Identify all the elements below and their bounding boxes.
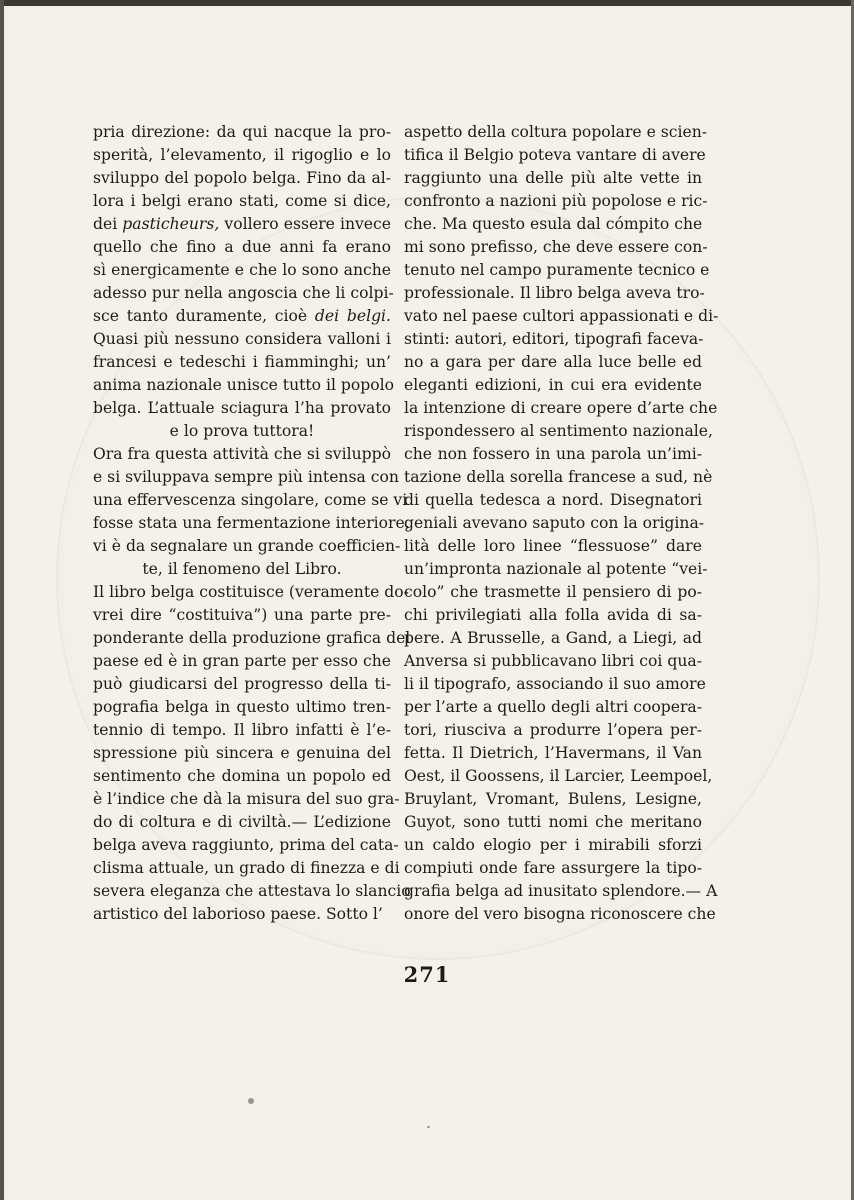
text-line: pografia belga in questo ultimo tren-	[93, 698, 391, 716]
text-line: clisma attuale, un grado di finezza e di	[93, 859, 400, 877]
text-line: professionale. Il libro belga aveva tro-	[404, 284, 705, 302]
text-line: artistico del laborioso paese. Sotto l’	[93, 905, 383, 923]
text-line: Ora fra questa attività che si sviluppò	[93, 445, 391, 463]
text-line: Anversa si pubblicavano libri coi qua-	[404, 652, 702, 670]
text-line: è l’indice che dà la misura del suo gra-	[93, 790, 400, 808]
text-line: lora i belgi erano stati, come si dice,	[93, 192, 391, 210]
text-line: sce tanto duramente, cioè dei belgi.	[93, 307, 391, 325]
text-line: raggiunto una delle più alte vette in	[404, 169, 702, 187]
left-text-column	[93, 121, 411, 926]
paper-speck	[248, 1098, 254, 1104]
text-line: per l’arte a quello degli altri coopera-	[404, 698, 702, 716]
text-line: stinti: autori, editori, tipografi faceva-	[404, 330, 704, 348]
text-line: paese ed è in gran parte per esso che	[93, 652, 391, 670]
text-line: Oest, il Goossens, il Larcier, Leempoel,	[404, 767, 713, 785]
text-line: mi sono prefisso, che deve essere con-	[404, 238, 708, 256]
text-line: aspetto della coltura popolare e scien-	[404, 123, 708, 141]
text-line: e si sviluppava sempre più intensa con	[93, 468, 399, 486]
text-line: compiuti onde fare assurgere la tipo-	[404, 859, 702, 877]
text-line: li il tipografo, associando il suo amore	[404, 675, 706, 693]
text-line: tori, riusciva a produrre l’opera per-	[404, 721, 702, 739]
text-line: sperità, l’elevamento, il rigoglio e lo	[93, 146, 391, 164]
text-line: vato nel paese cultori appassionati e di-	[404, 307, 719, 325]
text-line: di quella tedesca a nord. Disegnatori	[404, 491, 702, 509]
text-line: spressione più sincera e genuina del	[93, 744, 391, 762]
text-line: quello che fino a due anni fa erano	[93, 238, 391, 256]
text-line: ponderante della produzione grafica del	[93, 629, 411, 647]
text-line: sentimento che domina un popolo ed	[93, 767, 391, 785]
text-line: Quasi più nessuno considera valloni i	[93, 330, 391, 348]
text-line: do di coltura e di civiltà.— L’edizione	[93, 813, 391, 831]
text-line: fosse stata una fermentazione interiore,	[93, 514, 410, 532]
text-line: vrei dire “costituiva”) una parte pre-	[93, 606, 391, 624]
text-line: Guyot, sono tutti nomi che meritano	[404, 813, 702, 831]
text-line: sì energicamente e che lo sono anche	[93, 261, 391, 279]
text-line: adesso pur nella angoscia che li colpi-	[93, 284, 394, 302]
text-line: un caldo elogio per i mirabili sforzi	[404, 836, 702, 854]
text-line: francesi e tedeschi i fiamminghi; un’	[93, 353, 391, 371]
italic-phrase: pasticheurs,	[122, 215, 220, 233]
text-line: onore del vero bisogna riconoscere che	[404, 905, 716, 923]
right-text-column	[404, 121, 719, 926]
text-line: può giudicarsi del progresso della ti-	[93, 675, 391, 693]
text-line: un’impronta nazionale al potente “vei-	[404, 560, 708, 578]
text-line: belga. L’attuale sciagura l’ha provato	[93, 399, 391, 417]
text-line: te, il fenomeno del Libro.	[142, 560, 342, 578]
text-line: che. Ma questo esula dal cómpito che	[404, 215, 703, 233]
text-line: grafia belga ad inusitato splendore.— A	[404, 882, 718, 900]
text-line: anima nazionale unisce tutto il popolo	[93, 376, 395, 394]
text-line: sviluppo del popolo belga. Fino da al-	[93, 169, 391, 187]
text-line: chi privilegiati alla folla avida di sa-	[404, 606, 702, 624]
page-number: 271	[403, 962, 451, 987]
text-line: pria direzione: da qui nacque la pro-	[93, 123, 391, 141]
text-line: una effervescenza singolare, come se vi	[93, 491, 408, 509]
text-line: eleganti edizioni, in cui era evidente	[404, 376, 702, 394]
text-line: severa eleganza che attestava lo slancio	[93, 882, 411, 900]
text-line: rispondessero al sentimento nazionale,	[404, 422, 713, 440]
scan-edge-left	[0, 0, 4, 1200]
text-line: Il libro belga costituisce (veramente do-	[93, 583, 409, 601]
text-line: tennio di tempo. Il libro infatti è l’e-	[93, 721, 391, 739]
text-line: geniali avevano saputo con la origina-	[404, 514, 705, 532]
paper-speck	[427, 1126, 430, 1128]
text-line: Bruylant, Vromant, Bulens, Lesigne,	[404, 790, 702, 808]
text-line: che non fossero in una parola un’imi-	[404, 445, 702, 463]
text-line: pere. A Brusselle, a Gand, a Liegi, ad	[404, 629, 702, 647]
text-line: no a gara per dare alla luce belle ed	[404, 353, 702, 371]
text-line: e lo prova tuttora!	[169, 422, 315, 440]
text-line: tazione della sorella francese a sud, nè	[404, 468, 713, 486]
text-line: confronto a nazioni più popolose e ric-	[404, 192, 708, 210]
text-line: colo” che trasmette il pensiero di po-	[404, 583, 702, 601]
text-line: belga aveva raggiunto, prima del cata-	[93, 836, 399, 854]
text-line: tenuto nel campo puramente tecnico e	[404, 261, 710, 279]
text-line: tifica il Belgio poteva vantare di avere	[404, 146, 706, 164]
text-line: dei pasticheurs, vollero essere invece	[93, 215, 391, 233]
text-line: fetta. Il Dietrich, l’Havermans, il Van	[404, 744, 702, 762]
text-line: vi è da segnalare un grande coefficien-	[93, 537, 401, 555]
text-line: la intenzione di creare opere d’arte che	[404, 399, 718, 417]
text-line: lità delle loro linee “flessuose” dare	[404, 537, 702, 555]
italic-phrase: dei belgi.	[314, 307, 391, 325]
